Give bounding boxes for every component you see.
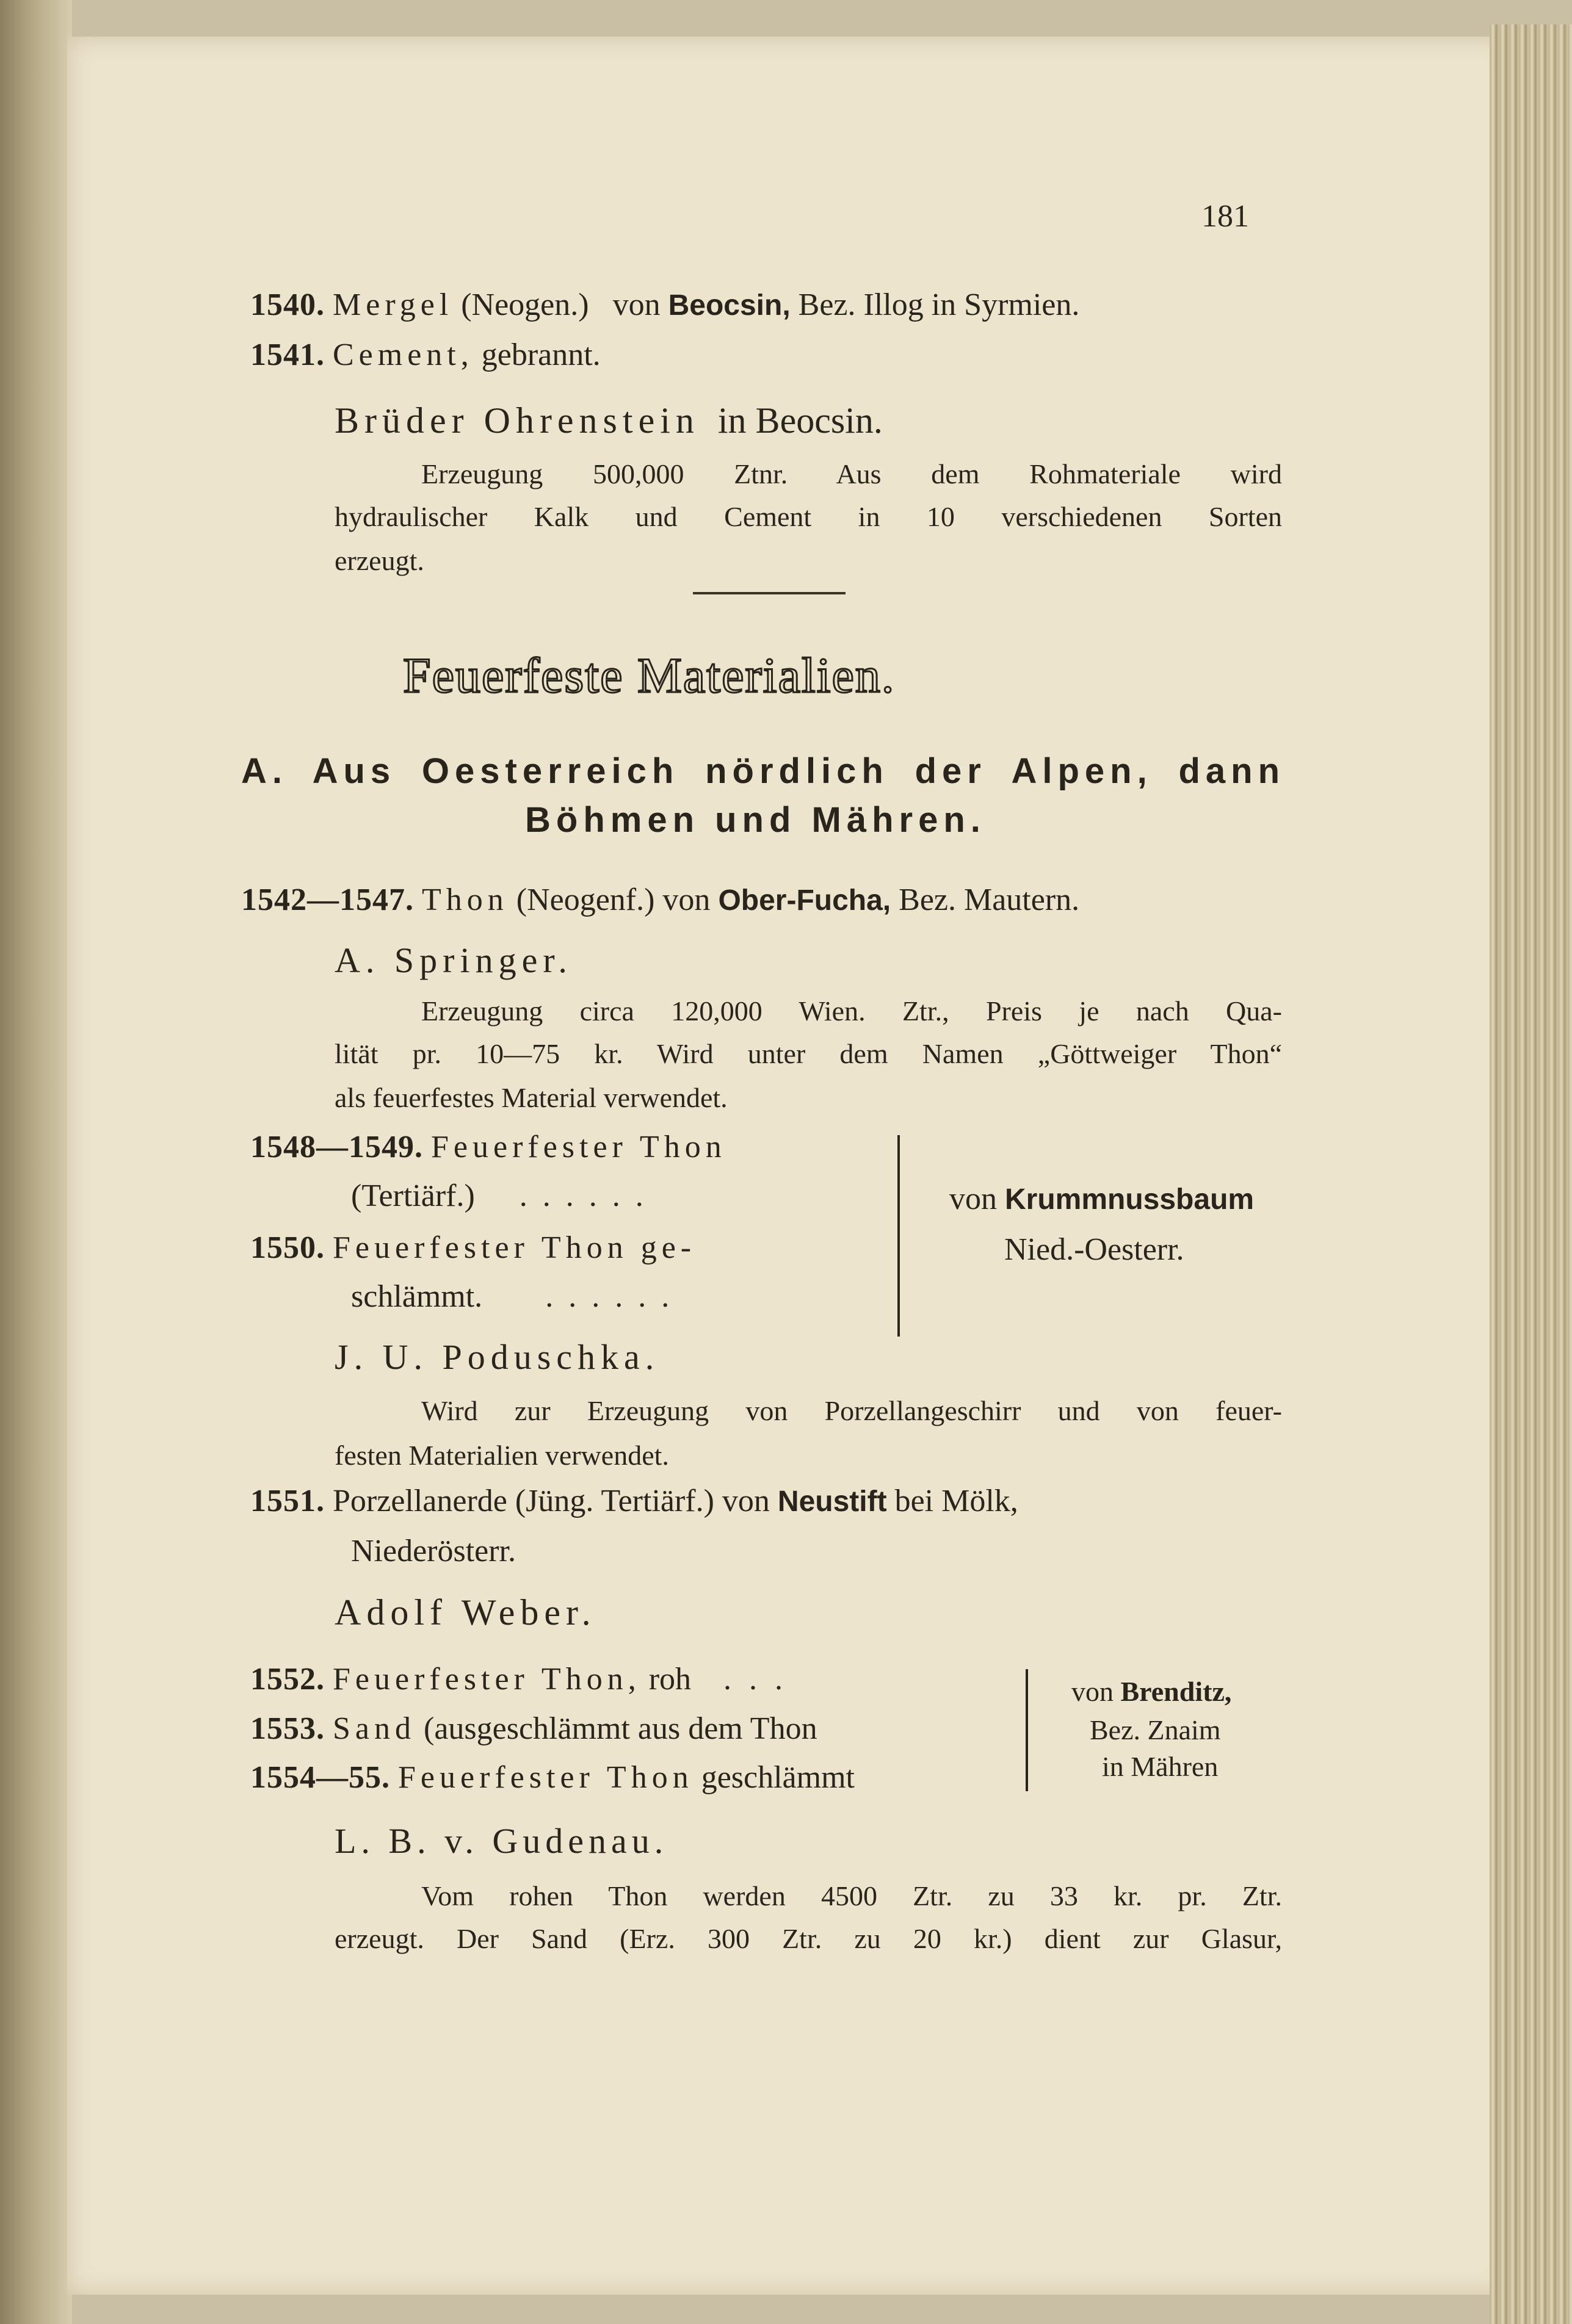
bracket-region: in Mähren xyxy=(1102,1751,1219,1782)
exhibitor-poduschka: J. U. Poduschka. xyxy=(335,1337,660,1377)
brace xyxy=(897,1135,900,1337)
entry-1550 xyxy=(250,1230,696,1266)
entry-number: 1541. xyxy=(250,337,325,372)
description-line: als feuerfestes Material verwendet. xyxy=(335,1082,728,1113)
exhibitor-gudenau: L. B. v. Gudenau. xyxy=(335,1821,668,1861)
entry-number: 1551. xyxy=(250,1484,325,1518)
entry-number: 1542—1547. xyxy=(241,882,414,917)
exhibitor-ohrenstein xyxy=(335,400,883,442)
entry-item: Feuerfester Thon xyxy=(431,1130,726,1164)
entry-1550-line2 xyxy=(351,1279,673,1315)
entry-rest: Bez. Illog in Syrmien. xyxy=(798,287,1080,322)
entry-number: 1548—1549. xyxy=(250,1130,423,1164)
description-line: erzeugt. xyxy=(335,545,424,576)
bracket-place: Krummnussbaum xyxy=(1005,1183,1255,1216)
entry-from: von xyxy=(612,287,661,322)
subsection-heading: A. Aus Oesterreich nördlich der Alpen, dann xyxy=(241,751,1285,791)
entry-1554 xyxy=(250,1759,855,1795)
brace xyxy=(1026,1669,1028,1791)
page-number: 181 xyxy=(1201,199,1249,234)
entry-1548-line2 xyxy=(351,1178,647,1214)
entry-1551-line2: Niederösterr. xyxy=(351,1534,516,1568)
entry-number: 1553. xyxy=(250,1711,325,1746)
section-title: Feuerfeste Materialien. xyxy=(403,648,896,703)
leader-dots: . . . xyxy=(723,1662,788,1697)
divider-rule xyxy=(693,592,846,594)
exhibitor-name: Brüder Ohrenstein xyxy=(335,400,700,441)
entry-rest: Bez. Mautern. xyxy=(899,882,1080,917)
entry-note: schlämmt. xyxy=(351,1279,483,1314)
bracket-district: Bez. Znaim xyxy=(1090,1714,1221,1745)
entry-rest: gebrannt. xyxy=(481,337,601,372)
description-line: festen Materialien verwendet. xyxy=(335,1440,669,1471)
subsection-heading: Böhmen und Mähren. xyxy=(525,800,986,840)
entry-item: Sand xyxy=(333,1711,416,1746)
description-line: erzeugt. Der Sand (Erz. 300 Ztr. zu 20 kr.) dient zur Glasur, xyxy=(335,1923,1282,1954)
entry-rest: (ausgeschlämmt aus dem Thon xyxy=(424,1711,817,1746)
entry-number: 1550. xyxy=(250,1230,325,1265)
entry-note: (Neogen.) xyxy=(461,287,589,322)
entry-place: Neustift xyxy=(777,1485,887,1518)
entry-number: 1552. xyxy=(250,1662,325,1697)
leader-dots: . . . . . . xyxy=(519,1178,647,1213)
entry-item: Feuerfester Thon ge- xyxy=(333,1230,697,1265)
description-line: lität pr. 10—75 kr. Wird unter dem Namen „Göttweiger Thon“ xyxy=(335,1038,1282,1069)
entry-item: Porzellanerde (Jüng. Tertiärf.) von xyxy=(333,1484,770,1518)
entry-item: Mergel xyxy=(333,287,454,322)
entry-place: Beocsin, xyxy=(668,289,791,322)
entry-item: Thon xyxy=(422,882,509,917)
entry-1553 xyxy=(250,1711,817,1747)
entry-item: Feuerfester Thon xyxy=(398,1760,694,1795)
book-gutter xyxy=(0,0,72,2324)
leader-dots: . . . . . . xyxy=(545,1279,673,1314)
exhibitor-springer: A. Springer. xyxy=(335,940,573,980)
entry-item: Feuerfester Thon, xyxy=(333,1662,641,1697)
book-page xyxy=(67,37,1514,2295)
entry-1551 xyxy=(250,1483,1282,1519)
entry-rest: bei Mölk, xyxy=(894,1484,1018,1518)
bracket-from: von xyxy=(1071,1676,1114,1707)
entry-note: (Tertiärf.) xyxy=(351,1178,475,1213)
bracket-place: Brenditz, xyxy=(1120,1676,1232,1707)
bracket-from: von xyxy=(949,1182,997,1216)
entry-rest: geschlämmt xyxy=(701,1760,855,1795)
description-line: Erzeugung circa 120,000 Wien. Ztr., Preis je nach Qua- xyxy=(421,995,1282,1027)
description-line: Vom rohen Thon werden 4500 Ztr. zu 33 kr. pr. Ztr. xyxy=(421,1880,1282,1911)
entry-1548 xyxy=(250,1129,726,1165)
entry-item: Cement, xyxy=(333,337,474,372)
entry-1542 xyxy=(241,882,1079,918)
entry-note: (Neogenf.) von xyxy=(516,882,711,917)
entry-place: Ober-Fucha, xyxy=(718,884,891,917)
entry-1552 xyxy=(250,1661,788,1697)
exhibitor-place: in Beocsin. xyxy=(717,400,883,441)
description-line: Erzeugung 500,000 Ztnr. Aus dem Rohmateriale wird xyxy=(421,458,1282,489)
bracket-origin xyxy=(1071,1675,1231,1708)
entry-rest: roh xyxy=(648,1662,692,1697)
bracket-region: Nied.-Oesterr. xyxy=(1004,1232,1184,1267)
description-line: hydraulischer Kalk und Cement in 10 verschiedenen Sorten xyxy=(335,501,1282,532)
entry-number: 1554—55. xyxy=(250,1760,390,1795)
description-line: Wird zur Erzeugung von Porzellangeschirr und von feuer- xyxy=(421,1395,1282,1426)
entry-1541 xyxy=(250,337,601,373)
entry-1540 xyxy=(250,287,1282,323)
entry-number: 1540. xyxy=(250,287,325,322)
exhibitor-weber: Adolf Weber. xyxy=(335,1592,596,1633)
page-edges xyxy=(1490,24,1572,2324)
bracket-origin xyxy=(949,1181,1254,1217)
